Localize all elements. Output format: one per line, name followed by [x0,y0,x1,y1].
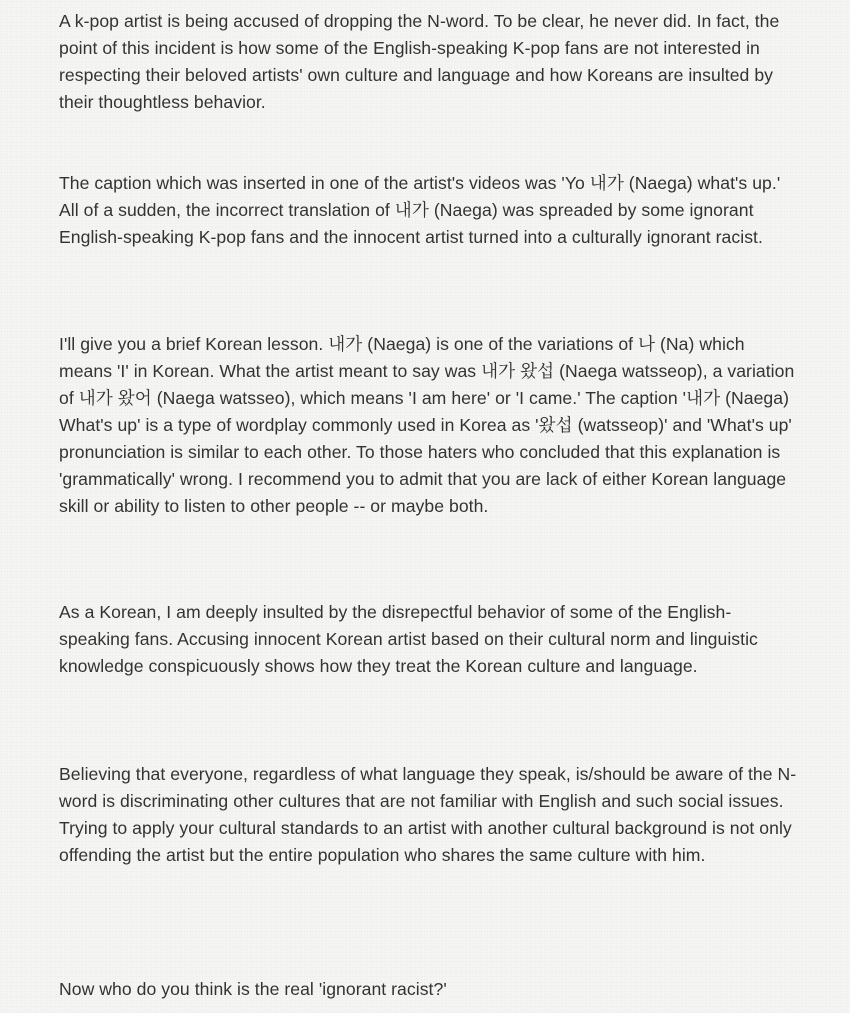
paragraph-insulted: As a Korean, I am deeply insulted by the disrepectful behavior of some of the English-speaking fans. Accusing innocent Korean artist based on their cultural norm and linguistic knowledge conspicuously shows how they treat the Korean culture and language. [59,602,758,676]
paragraph-cultural-standards: Believing that everyone, regardless of what language they speak, is/should be aware of the N-word is discriminating other cultures that are not familiar with English and such social issues. Trying to apply your cultural standards to an artist with another cultural background is not only offending the artist but the entire population who shares the same culture with him. [59,764,797,865]
paragraph-caption-context: The caption which was inserted in one of the artist's videos was 'Yo 내가 (Naega) what's up.' All of a sudden, the incorrect translation of 내가 (Naega) was spreaded by some ignorant English-speaking K-pop fans and the innocent artist turned into a culturally ignorant racist. [59,173,781,247]
paragraph-closing-question: Now who do you think is the real 'ignorant racist?' [59,979,447,999]
paragraph-korean-lesson: I'll give you a brief Korean lesson. 내가 (Naega) is one of the variations of 나 (Na) which means 'I' in Korean. What the artist meant to say was 내가 왔섭 (Naega watsseop), a variation of 내가 왔어 (Naega watsseo), which means 'I am here' or 'I came.' The caption '내가 (Naega) What's up' is a type of wordplay commonly used in Korea as '왔섭 (watsseop)' and 'What's up' pronunciation is similar to each other. To those haters who concluded that this explanation is 'grammatically' wrong. I recommend you to admit that you are lack of either Korean language skill or ability to listen to other people -- or maybe both. [59,334,795,516]
paragraph-intro: A k-pop artist is being accused of dropping the N-word. To be clear, he never did. In fact, the point of this incident is how some of the English-speaking K-pop fans are not interested in respecting their beloved artists' own culture and language and how Koreans are insulted by their thoughtless behavior. [59,11,780,112]
